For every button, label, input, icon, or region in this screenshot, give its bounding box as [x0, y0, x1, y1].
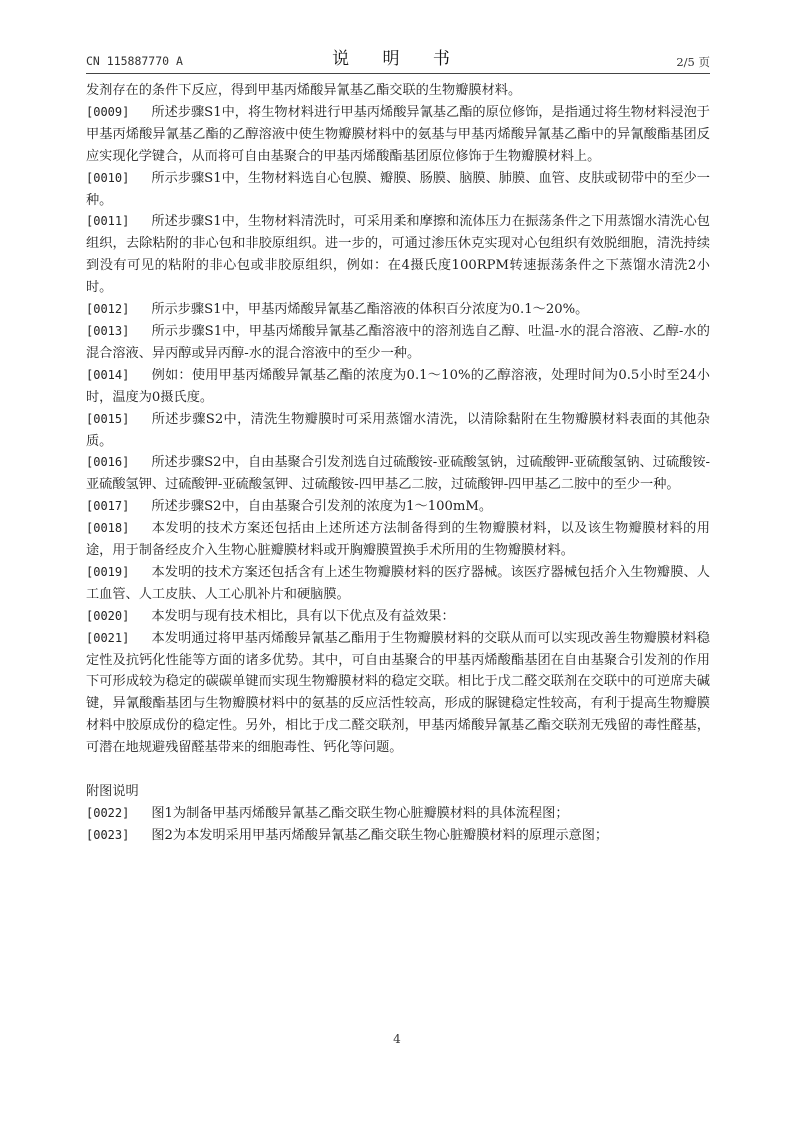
page-indicator: 2/5 页	[676, 55, 710, 69]
paragraph	[86, 562, 710, 606]
paragraph-number: [0019]	[86, 564, 130, 579]
paragraph	[86, 518, 710, 562]
paragraph-text: 例如：使用甲基丙烯酸异氰基乙酯的浓度为0.1～10%的乙醇溶液，处理时间为0.5小时至24小时，温度为0摄氏度。	[86, 367, 710, 405]
header-divider	[86, 73, 710, 74]
paragraph-text: 本发明通过将甲基丙烯酸异氰基乙酯用于生物瓣膜材料的交联从而可以实现改善生物瓣膜材料稳定性及抗钙化性能等方面的诸多优势。其中，可自由基聚合的甲基丙烯酸酯基团在自由基聚合引发剂的作用下可形成较为稳定的碳碳单键而实现生物瓣膜材料的稳定交联。相比于戊二醛交联剂在交联中的可逆席夫碱键，异氰酸酯基团与生物瓣膜材料中的氨基的反应活性较高，形成的脲键稳定性较高，有利于提高生物瓣膜材料中胶原成份的稳定性。另外，相比于戊二醛交联剂，甲基丙烯酸异氰基乙酯交联剂无残留的毒性醛基，可潜在地规避残留醛基带来的细胞毒性、钙化等问题。	[86, 630, 710, 756]
paragraph-text: 所示步骤S1中，甲基丙烯酸异氰基乙酯溶液中的溶剂选自乙醇、吐温-水的混合溶液、乙醇-水的混合溶液、异丙醇或异丙醇-水的混合溶液中的至少一种。	[86, 323, 710, 361]
paragraph	[86, 299, 710, 321]
paragraph-text: 所示步骤S1中，生物材料选自心包膜、瓣膜、肠膜、脑膜、肺膜、血管、皮肤或韧带中的至少一种。	[86, 170, 710, 208]
paragraph-text: 本发明的技术方案还包括含有上述生物瓣膜材料的医疗器械。该医疗器械包括介入生物瓣膜、人工血管、人工皮肤、人工心肌补片和硬脑膜。	[86, 564, 710, 602]
paragraph	[86, 803, 710, 825]
paragraph-number: [0017]	[86, 499, 130, 514]
paragraph-number: [0009]	[86, 104, 130, 119]
paragraph-number: [0013]	[86, 323, 130, 338]
document-title: 说 明 书	[332, 49, 464, 69]
paragraph-text: 图1为制备甲基丙烯酸异氰基乙酯交联生物心脏瓣膜材料的具体流程图；	[151, 806, 569, 821]
paragraph-number: [0012]	[86, 302, 130, 317]
document-body	[86, 80, 710, 847]
paragraph	[86, 452, 710, 496]
paragraph	[86, 168, 710, 212]
paragraph	[86, 80, 710, 102]
paragraph-number: [0020]	[86, 608, 130, 623]
paragraph	[86, 496, 710, 518]
paragraph-number: [0015]	[86, 411, 130, 426]
section-heading-figures: 附图说明	[86, 784, 139, 800]
paragraph-number: [0021]	[86, 630, 130, 645]
paragraph-number: [0016]	[86, 455, 130, 470]
paragraph-number: [0018]	[86, 521, 130, 536]
paragraph	[86, 606, 710, 628]
paragraph-text: 所示步骤S1中，甲基丙烯酸异氰基乙酯溶液的体积百分浓度为0.1～20%。	[151, 302, 589, 318]
paragraph	[86, 321, 710, 365]
page-number: 4	[393, 1032, 401, 1046]
paragraph-number: [0010]	[86, 170, 130, 185]
paragraph	[86, 211, 710, 299]
paragraph	[86, 365, 710, 409]
paragraph-text: 图2为本发明采用甲基丙烯酸异氰基乙酯交联生物心脏瓣膜材料的原理示意图；	[151, 827, 609, 843]
patent-number: CN 115887770 A	[86, 54, 183, 68]
paragraph-number: [0023]	[86, 827, 130, 842]
paragraph-text: 所述步骤S2中，自由基聚合引发剂选自过硫酸铵-亚硫酸氢钠，过硫酸钾-亚硫酸氢钠、过硫酸铵-亚硫酸氢钾、过硫酸钾-亚硫酸氢钾、过硫酸铵-四甲基乙二胺，过硫酸钾-四甲基乙二胺中的至少一种。	[86, 455, 710, 493]
paragraph	[86, 102, 710, 168]
paragraph	[86, 825, 710, 847]
paragraph	[86, 409, 710, 453]
paragraph-text: 发剂存在的条件下反应，得到甲基丙烯酸异氰基乙酯交联的生物瓣膜材料。	[86, 83, 522, 98]
paragraph-text: 所述步骤S2中，清洗生物瓣膜时可采用蒸馏水清洗，以清除黏附在生物瓣膜材料表面的其他杂质。	[86, 411, 710, 449]
paragraph-text: 所述步骤S1中，生物材料清洗时，可采用柔和摩擦和流体压力在振荡条件之下用蒸馏水清洗心包组织，去除粘附的非心包和非胶原组织。进一步的，可通过渗压休克实现对心包组织有效脱细胞，清洗持续到没有可见的粘附的非心包或非胶原组织，例如：在4摄氏度100RPM转速振荡条件之下蒸馏水清洗2小时。	[86, 214, 710, 296]
paragraph-number: [0022]	[86, 806, 130, 820]
paragraph	[86, 628, 710, 759]
paragraph-text: 所述步骤S2中，自由基聚合引发剂的浓度为1～100mM。	[151, 499, 493, 515]
paragraph-number: [0011]	[86, 214, 130, 229]
paragraph-text: 所述步骤S1中，将生物材料进行甲基丙烯酸异氰基乙酯的原位修饰，是指通过将生物材料浸泡于甲基丙烯酸异氰基乙酯的乙醇溶液中使生物瓣膜材料中的氨基与甲基丙烯酸异氰基乙酯中的异氰酸酯基团反应实现化学键合，从而将可自由基聚合的甲基丙烯酸酯基团原位修饰于生物瓣膜材料上。	[86, 104, 710, 164]
paragraph-text: 本发明的技术方案还包括由上述所述方法制备得到的生物瓣膜材料，以及该生物瓣膜材料的用途，用于制备经皮介入生物心脏瓣膜材料或开胸瓣膜置换手术所用的生物瓣膜材料。	[86, 521, 710, 559]
paragraph-number: [0014]	[86, 367, 130, 382]
paragraph-text: 本发明与现有技术相比，具有以下优点及有益效果：	[151, 608, 455, 624]
